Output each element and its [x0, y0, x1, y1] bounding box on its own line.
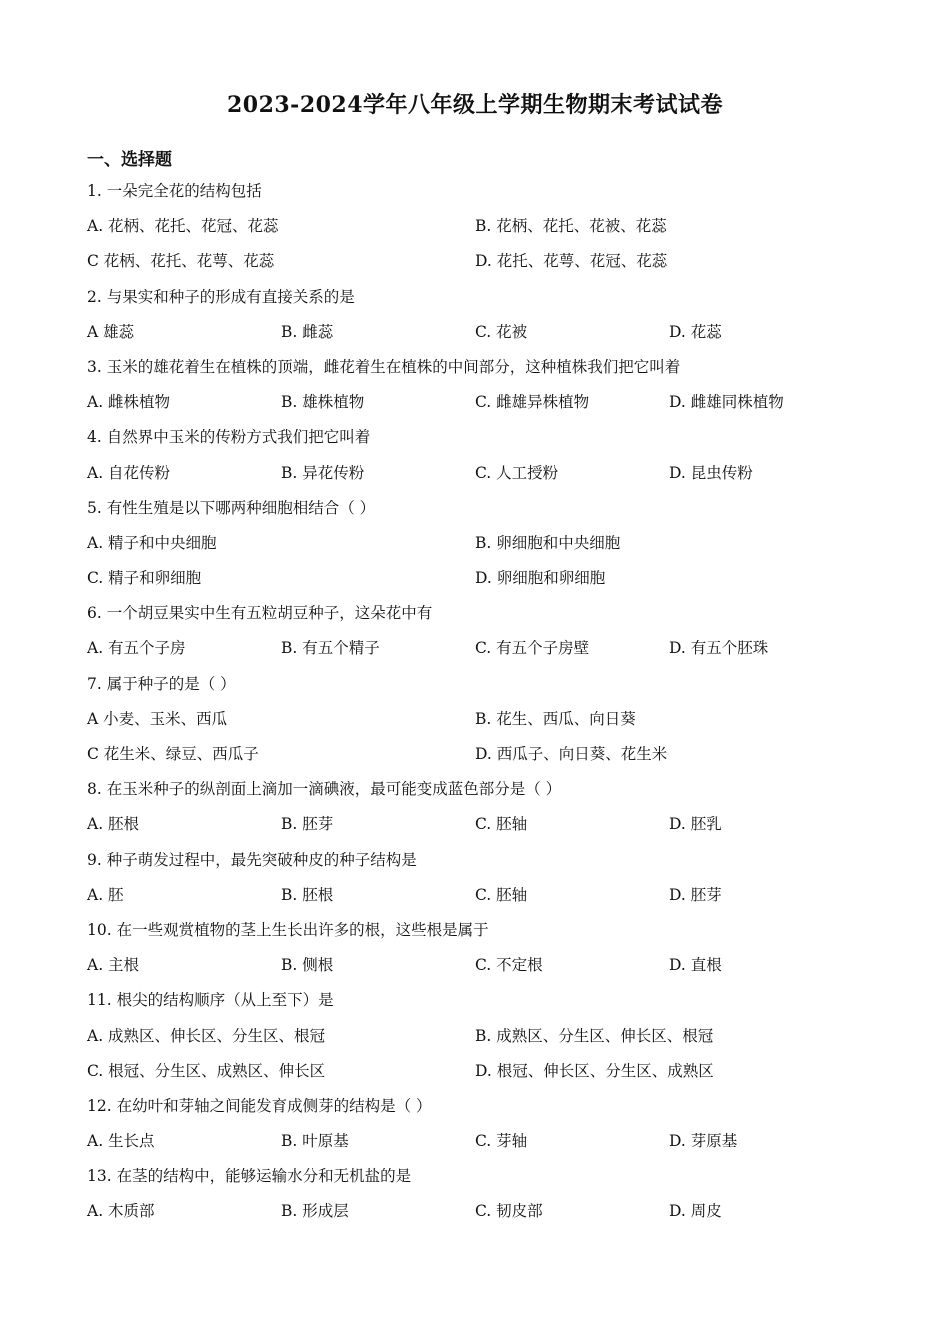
option-d: D. 昆虫传粉 [669, 463, 753, 482]
option-a: A. 有五个子房 [87, 639, 186, 658]
option-c: C. 胚轴 [475, 815, 528, 834]
option-d: D. 胚乳 [669, 815, 722, 834]
option-b: B. 雌蕊 [281, 322, 334, 341]
option-b: B. 侧根 [281, 956, 334, 975]
option-b: B. 成熟区、分生区、伸长区、根冠 [475, 1026, 714, 1045]
options-row [87, 211, 887, 246]
option-c: C 花柄、花托、花萼、花蕊 [87, 252, 275, 271]
options-row [87, 739, 887, 774]
question-stem: 2. 与果实和种子的形成有直接关系的是 [87, 287, 355, 306]
question-stem: 7. 属于种子的是（ ） [87, 674, 236, 693]
option-b: B. 花生、西瓜、向日葵 [475, 709, 636, 728]
option-b: B. 异花传粉 [281, 463, 365, 482]
options-row [87, 1056, 887, 1091]
question-stem: 12. 在幼叶和芽轴之间能发育成侧芽的结构是（ ） [87, 1096, 432, 1115]
option-c: C. 韧皮部 [475, 1202, 543, 1221]
question-stem: 8. 在玉米种子的纵剖面上滴加一滴碘液，最可能变成蓝色部分是（ ） [87, 780, 562, 799]
option-d: D. 花蕊 [669, 322, 722, 341]
question-stem: 3. 玉米的雄花着生在植株的顶端，雌花着生在植株的中间部分，这种植株我们把它叫着 [87, 357, 681, 376]
option-a: A. 胚根 [87, 815, 140, 834]
option-a: A. 自花传粉 [87, 463, 171, 482]
option-c: C. 花被 [475, 322, 528, 341]
options-row [87, 317, 887, 352]
question-stem: 10. 在一些观赏植物的茎上生长出许多的根，这些根是属于 [87, 920, 489, 939]
option-a: A. 生长点 [87, 1132, 155, 1151]
option-a: A. 胚 [87, 885, 124, 904]
option-c: C. 胚轴 [475, 885, 528, 904]
option-a: A. 雌株植物 [87, 393, 171, 412]
question-stem: 9. 种子萌发过程中，最先突破种皮的种子结构是 [87, 850, 417, 869]
option-a: A 小麦、玉米、西瓜 [87, 709, 228, 728]
option-b: B. 有五个精子 [281, 639, 380, 658]
options-row [87, 246, 887, 281]
option-c: C. 人工授粉 [475, 463, 559, 482]
section-heading: 一、选择题 [87, 150, 172, 170]
option-d: D. 根冠、伸长区、分生区、成熟区 [475, 1061, 714, 1080]
option-a: A. 精子和中央细胞 [87, 533, 217, 552]
question-stem: 13. 在茎的结构中，能够运输水分和无机盐的是 [87, 1167, 412, 1186]
option-c: C 花生米、绿豆、西瓜子 [87, 745, 259, 763]
option-a: A. 木质部 [87, 1202, 155, 1221]
options-row [87, 950, 887, 985]
option-a: A. 花柄、花托、花冠、花蕊 [87, 217, 279, 236]
options-row [87, 1196, 887, 1231]
option-b: B. 雄株植物 [281, 393, 365, 412]
options-row [87, 1126, 887, 1161]
question-stem: 1. 一朵完全花的结构包括 [87, 182, 262, 200]
option-c: C. 精子和卵细胞 [87, 569, 202, 588]
option-b: B. 形成层 [281, 1202, 349, 1221]
question-stem: 5. 有性生殖是以下哪两种细胞相结合（ ） [87, 498, 376, 517]
option-a: A. 主根 [87, 956, 140, 975]
option-b: B. 胚根 [281, 885, 334, 904]
option-d: D. 有五个胚珠 [669, 639, 769, 658]
option-d: D. 周皮 [669, 1202, 722, 1221]
question-list [87, 176, 887, 1232]
exam-title: 2023-2024学年八年级上学期生物期末考试试卷 [226, 92, 724, 118]
option-a: A. 成熟区、伸长区、分生区、根冠 [87, 1026, 326, 1045]
option-b: B. 胚芽 [281, 815, 334, 834]
options-row [87, 880, 887, 915]
question-stem: 11. 根尖的结构顺序（从上至下）是 [87, 991, 334, 1010]
option-d: D. 芽原基 [669, 1132, 738, 1151]
option-c: C. 芽轴 [475, 1132, 528, 1151]
options-row [87, 563, 887, 598]
option-d: D. 卵细胞和卵细胞 [475, 569, 606, 588]
option-b: B. 花柄、花托、花被、花蕊 [475, 217, 667, 236]
option-c: C. 雌雄异株植物 [475, 393, 590, 412]
option-d: D. 雌雄同株植物 [669, 393, 784, 412]
option-a: A 雄蕊 [87, 322, 135, 341]
options-row [87, 387, 887, 422]
option-c: C. 根冠、分生区、成熟区、伸长区 [87, 1061, 326, 1080]
option-d: D. 花托、花萼、花冠、花蕊 [475, 252, 668, 271]
options-row [87, 633, 887, 668]
options-row [87, 809, 887, 844]
options-row [87, 458, 887, 493]
options-row [87, 704, 887, 739]
question-stem: 4. 自然界中玉米的传粉方式我们把它叫着 [87, 428, 371, 447]
option-d: D. 直根 [669, 956, 722, 975]
option-c: C. 有五个子房壁 [475, 639, 590, 658]
option-d: D. 西瓜子、向日葵、花生米 [475, 745, 668, 763]
option-b: B. 卵细胞和中央细胞 [475, 533, 621, 552]
options-row [87, 1021, 887, 1056]
option-c: C. 不定根 [475, 956, 543, 975]
option-b: B. 叶原基 [281, 1132, 349, 1151]
options-row [87, 528, 887, 563]
question-stem: 6. 一个胡豆果实中生有五粒胡豆种子，这朵花中有 [87, 604, 433, 623]
option-d: D. 胚芽 [669, 885, 722, 904]
